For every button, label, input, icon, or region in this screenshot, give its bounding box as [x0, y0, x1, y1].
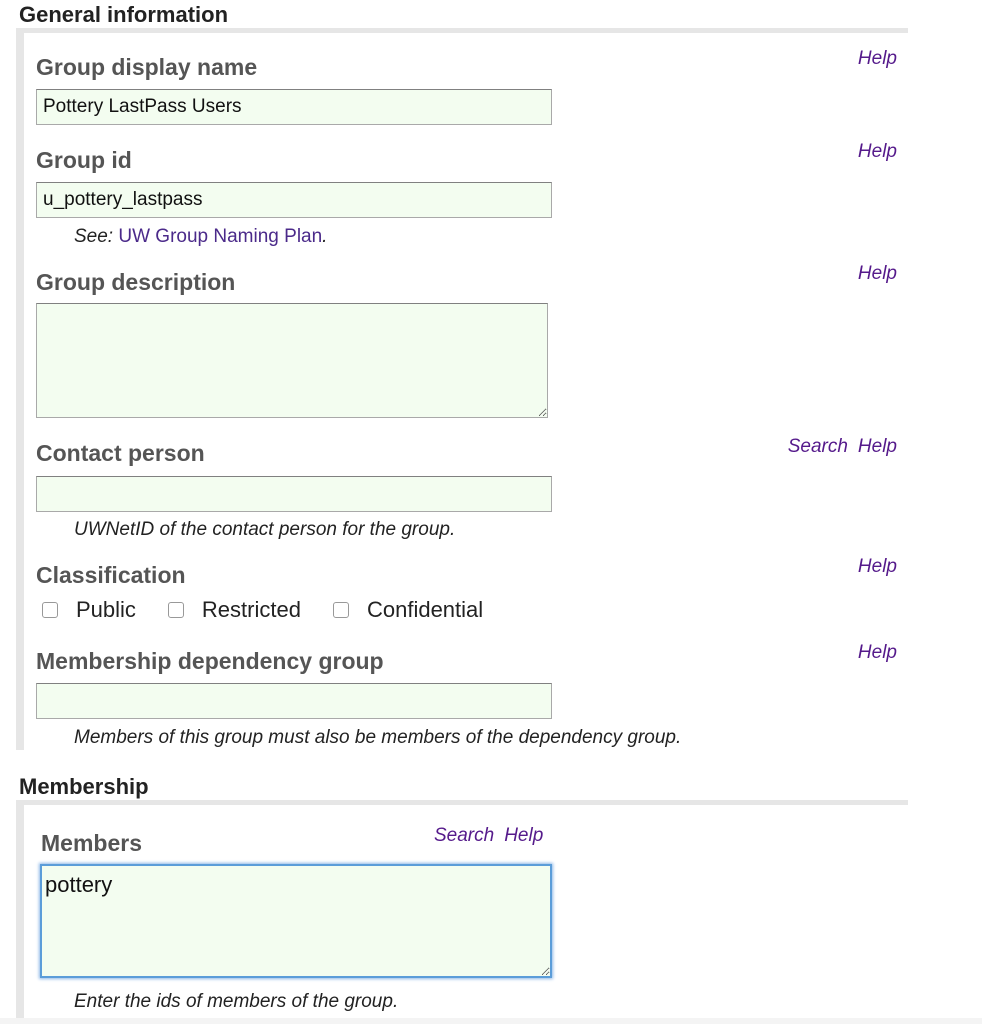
classification-help-links: [858, 556, 897, 578]
group-id-input[interactable]: [36, 182, 552, 218]
members-help-link[interactable]: Help: [504, 825, 544, 846]
public-checkbox[interactable]: [42, 602, 58, 618]
members-label: Members: [41, 830, 142, 856]
display-name-label: Group display name: [36, 54, 258, 80]
contact-person-label: Contact person: [36, 440, 205, 466]
section-divider: [16, 28, 908, 33]
members-search-link[interactable]: Search: [434, 825, 495, 846]
public-label: Public: [76, 597, 136, 622]
classification-label: Classification: [36, 562, 186, 588]
description-label: Group description: [36, 269, 236, 295]
classification-options: [42, 597, 515, 623]
dependency-group-input[interactable]: [36, 683, 552, 719]
section-left-bar: [16, 28, 24, 750]
naming-plan-note: [74, 226, 327, 248]
membership-left-bar: [16, 800, 24, 1024]
classification-help-link[interactable]: Help: [857, 556, 897, 577]
naming-plan-link[interactable]: UW Group Naming Plan: [118, 226, 323, 247]
dependency-help-link[interactable]: Help: [857, 642, 897, 663]
description-help-links: [858, 263, 897, 285]
general-information-heading: General information: [19, 2, 229, 27]
display-name-input[interactable]: [36, 89, 552, 125]
membership-divider: [16, 800, 908, 805]
contact-person-input[interactable]: [36, 476, 552, 512]
contact-person-note: UWNetID of the contact person for the group.: [74, 519, 456, 540]
contact-help-links: [788, 436, 897, 458]
members-help-links: [434, 825, 543, 847]
see-prefix: See:: [74, 226, 114, 247]
restricted-checkbox[interactable]: [168, 602, 184, 618]
display-name-help-link[interactable]: Help: [857, 48, 897, 69]
dependency-group-label: Membership dependency group: [36, 648, 384, 674]
contact-help-link[interactable]: Help: [857, 436, 897, 457]
description-help-link[interactable]: Help: [857, 263, 897, 284]
see-suffix: .: [322, 226, 328, 247]
classification-confidential-option[interactable]: [333, 597, 483, 623]
confidential-label: Confidential: [366, 597, 484, 622]
bottom-edge-shade: [0, 1018, 982, 1024]
group-id-help-link[interactable]: Help: [857, 141, 897, 162]
dependency-help-links: [858, 642, 897, 664]
members-textarea[interactable]: [40, 864, 552, 978]
display-name-help-links: [858, 48, 897, 70]
classification-restricted-option[interactable]: [168, 597, 301, 623]
group-id-label: Group id: [36, 147, 132, 173]
description-textarea[interactable]: [36, 303, 548, 418]
group-id-help-links: [858, 141, 897, 163]
confidential-checkbox[interactable]: [333, 602, 349, 618]
restricted-label: Restricted: [201, 597, 301, 622]
members-note: Enter the ids of members of the group.: [74, 991, 399, 1012]
classification-public-option[interactable]: [42, 597, 136, 623]
membership-heading: Membership: [19, 774, 149, 799]
dependency-group-note: Members of this group must also be members of the dependency group.: [74, 727, 682, 748]
contact-search-link[interactable]: Search: [787, 436, 848, 457]
